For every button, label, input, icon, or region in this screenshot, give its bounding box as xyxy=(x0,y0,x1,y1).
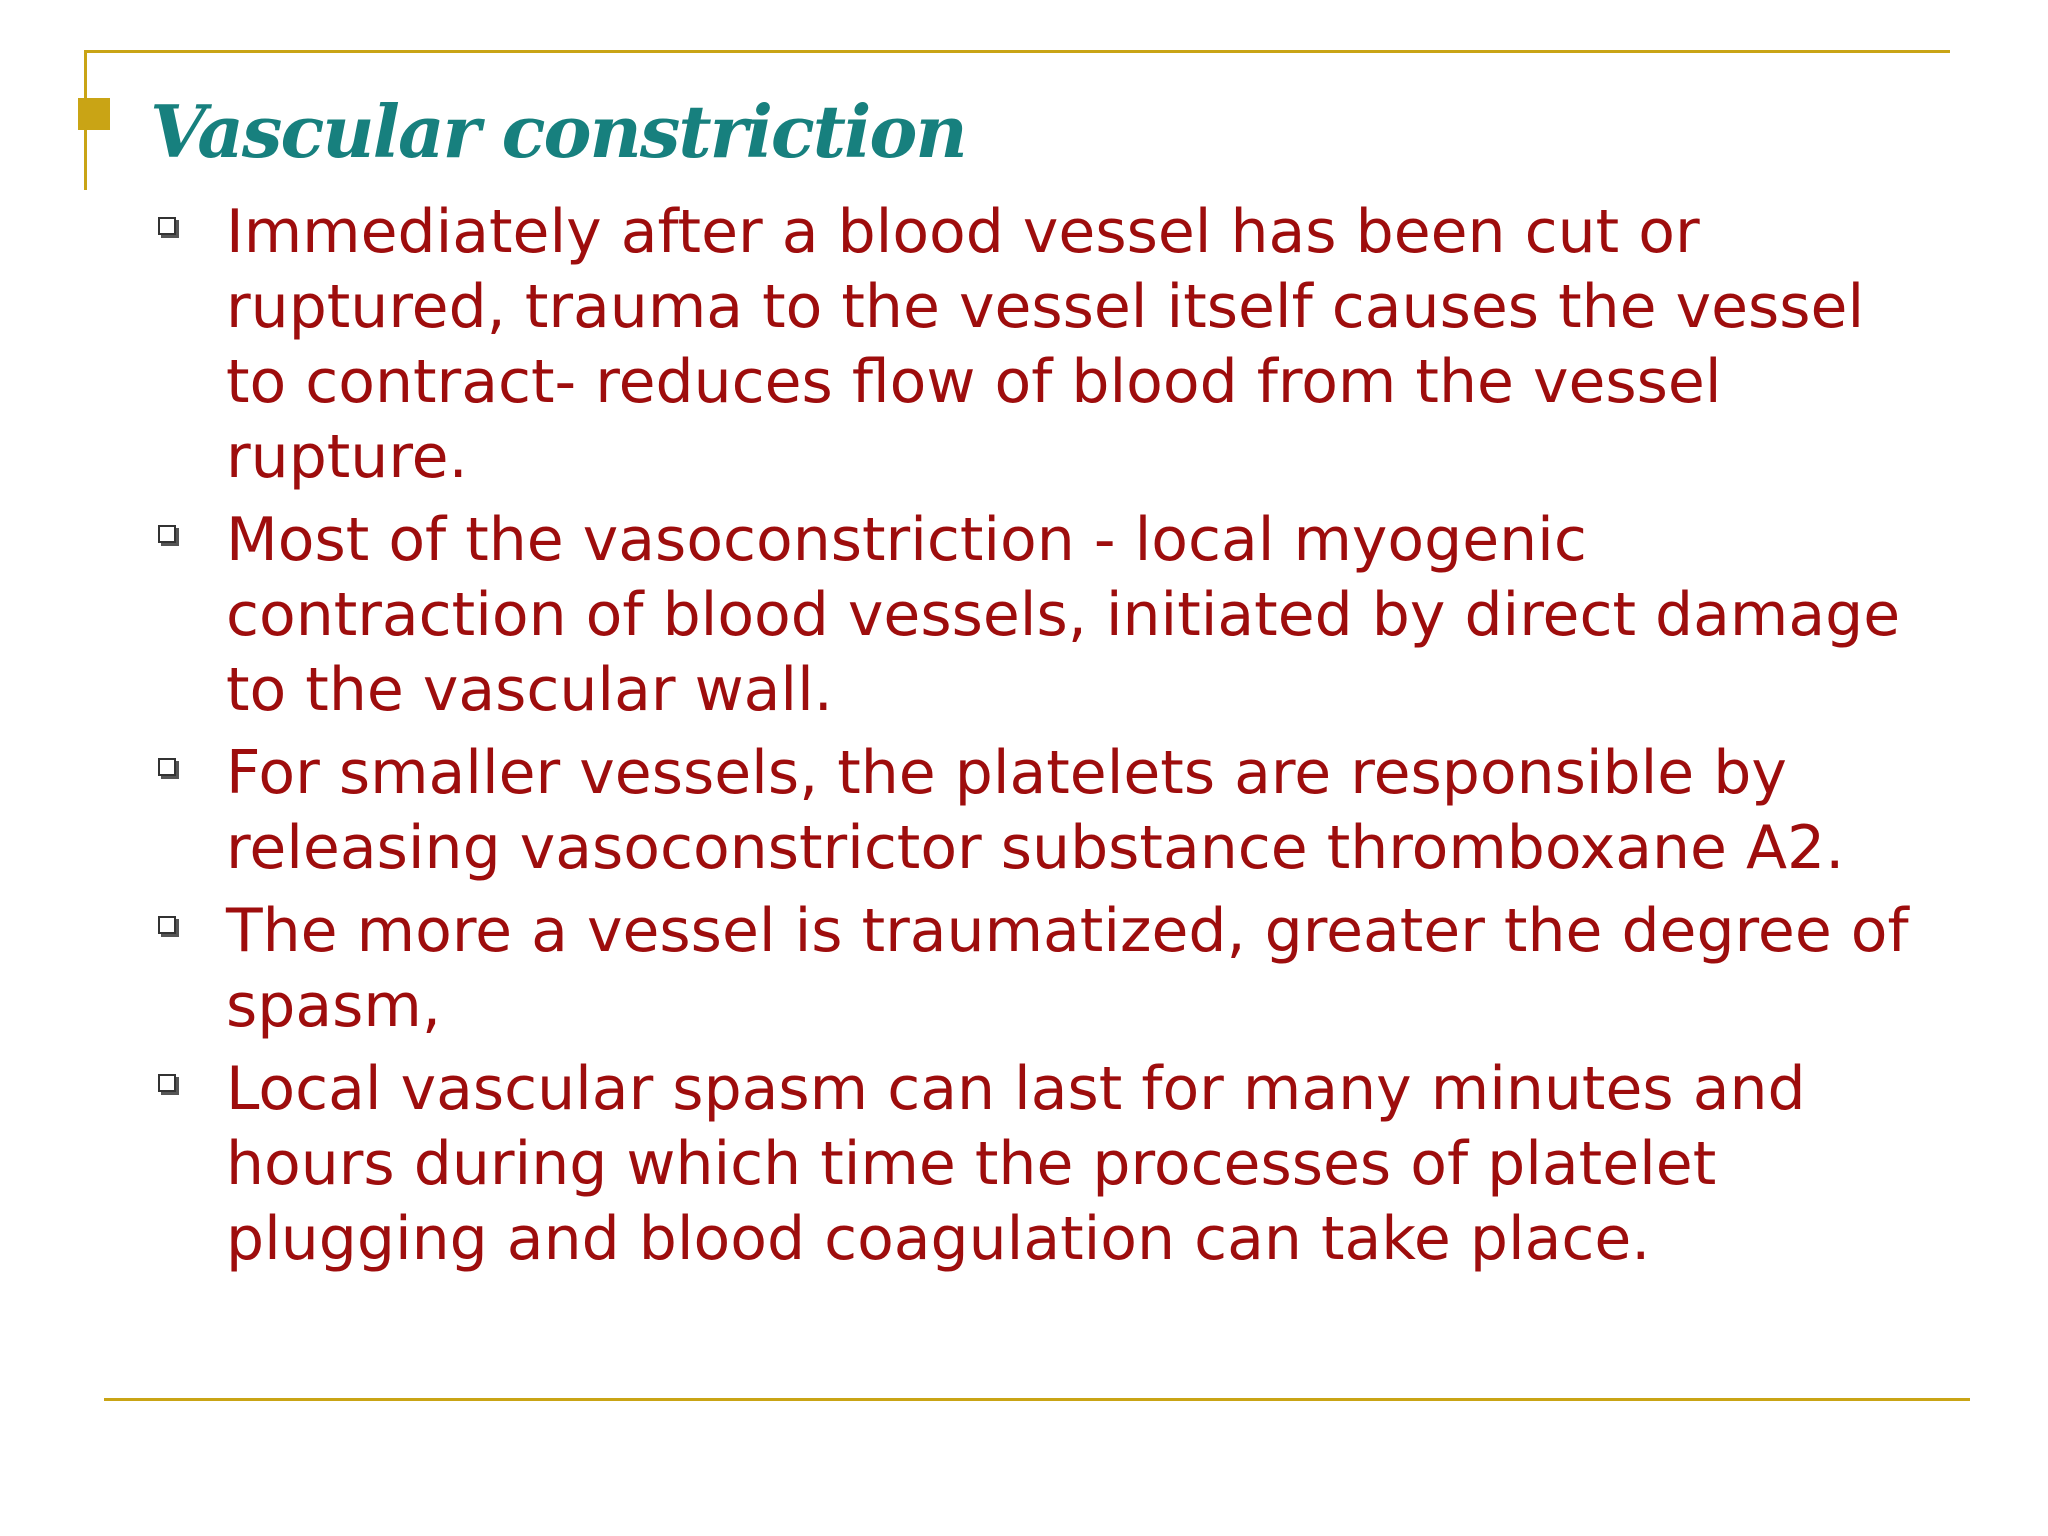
bullet-item xyxy=(150,503,1930,728)
bullet-item xyxy=(150,195,1930,495)
hollow-square-bullet-icon xyxy=(158,525,176,543)
bullet-text: Most of the vasoconstriction - local myogenic contraction of blood vessels, initiated by direct damage to the vascular wall. xyxy=(226,505,1901,725)
hollow-square-bullet-icon xyxy=(158,217,176,235)
bullet-text: The more a vessel is traumatized, greater the degree of spasm, xyxy=(226,896,1909,1041)
bullet-list xyxy=(150,195,1930,1285)
bullet-item xyxy=(150,1052,1930,1277)
slide-title: Vascular constriction xyxy=(150,89,966,174)
hollow-square-bullet-icon xyxy=(158,1074,176,1092)
bullet-item xyxy=(150,894,1930,1044)
hollow-square-bullet-icon xyxy=(158,916,176,934)
bullet-item xyxy=(150,736,1930,886)
title-square-marker-icon xyxy=(78,98,110,130)
bullet-text: Immediately after a blood vessel has been cut or ruptured, trauma to the vessel itself causes the vessel to contract- reduces flow of blood from the vessel rupture. xyxy=(226,197,1865,492)
bullet-text: Local vascular spasm can last for many minutes and hours during which time the processes of platelet plugging and blood coagulation can take place. xyxy=(226,1054,1806,1274)
bullet-text: For smaller vessels, the platelets are responsible by releasing vasoconstrictor substance thromboxane A2. xyxy=(226,738,1845,883)
top-rule-divider xyxy=(84,50,1950,53)
hollow-square-bullet-icon xyxy=(158,758,176,776)
bottom-rule-divider xyxy=(104,1398,1970,1401)
